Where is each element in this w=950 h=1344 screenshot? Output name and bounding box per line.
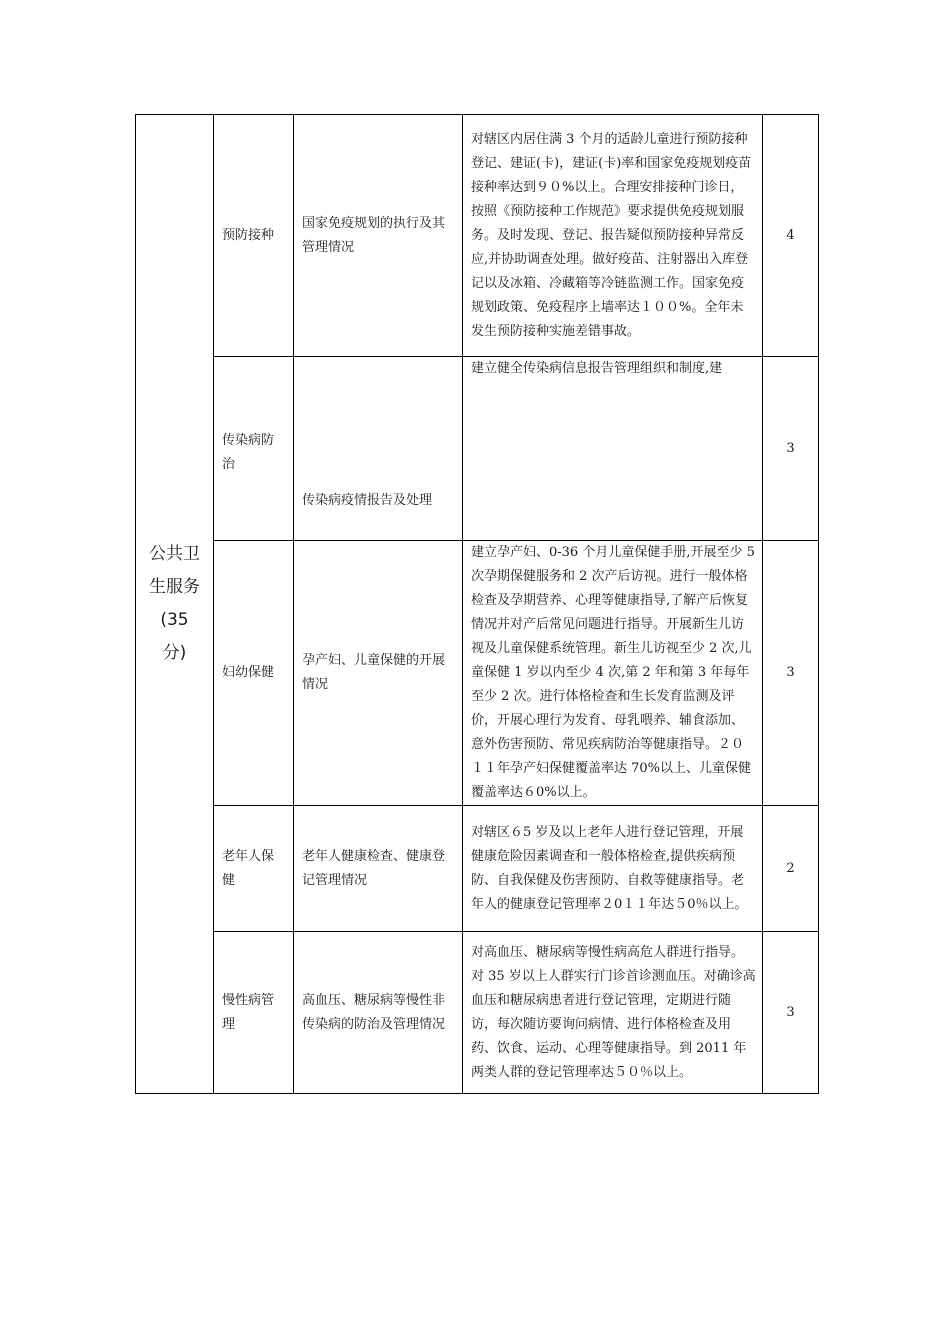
score-cell: 3 xyxy=(763,541,819,806)
item-cell: 传染病防治 xyxy=(214,357,294,541)
item-cell: 预防接种 xyxy=(214,115,294,357)
category-line: 生服务 xyxy=(149,577,200,597)
table-row xyxy=(136,541,819,806)
content-cell: 对高血压、糖尿病等慢性病高危人群进行指导。对 35 岁以上人群实行门诊首诊测血压。对确诊高血压和糖尿病患者进行登记管理，定期进行随访，每次随访要询问病情、进行体格检查及用药、饮食、运动、心理等健康指导。到 2011 年两类人群的登记管理率达５０％以上。 xyxy=(463,932,763,1094)
standard-cell: 孕产妇、儿童保健的开展情况 xyxy=(294,541,463,806)
content-cell: 对辖区６5 岁及以上老年人进行登记管理，开展健康危险因素调查和一般体格检查,提供疾病预防、自我保健及伤害预防、自救等健康指导。老年人的健康登记管理率２0１１年达５0％以上。 xyxy=(463,806,763,932)
item-cell: 妇幼保健 xyxy=(214,541,294,806)
standard-cell: 国家免疫规划的执行及其管理情况 xyxy=(294,115,463,357)
content-cell: 对辖区内居住满 3 个月的适龄儿童进行预防接种登记、建证(卡)，建证(卡)率和国家免疫规划疫苗接种率达到９０%以上。合理安排接种门诊日，按照《预防接种工作规范》要求提供免疫规划服务。及时发现、登记、报告疑似预防接种异常反应,并协助调查处理。做好疫苗、注射器出入库登记以及冰箱、冷藏箱等冷链监测工作。国家免疫规划政策、免疫程序上墙率达１００%。全年未发生预防接种实施差错事故。 xyxy=(463,115,763,357)
category-line: 分) xyxy=(162,643,187,663)
content-cell: 建立健全传染病信息报告管理组织和制度,建 xyxy=(463,357,763,541)
standard-cell: 传染病疫情报告及处理 xyxy=(294,357,463,541)
score-cell: 2 xyxy=(763,806,819,932)
standard-cell: 高血压、糖尿病等慢性非传染病的防治及管理情况 xyxy=(294,932,463,1094)
category-cell xyxy=(136,115,214,1094)
item-cell: 老年人保健 xyxy=(214,806,294,932)
table-row xyxy=(136,806,819,932)
table-row xyxy=(136,932,819,1094)
score-cell: 3 xyxy=(763,932,819,1094)
item-cell: 慢性病管理 xyxy=(214,932,294,1094)
standard-cell: 老年人健康检查、健康登记管理情况 xyxy=(294,806,463,932)
assessment-table xyxy=(135,114,819,1094)
score-cell: 3 xyxy=(763,357,819,541)
table-row xyxy=(136,115,819,357)
category-line: (35 xyxy=(160,610,189,630)
table-row xyxy=(136,357,819,541)
category-line: 公共卫 xyxy=(149,544,200,564)
score-cell: 4 xyxy=(763,115,819,357)
content-cell: 建立孕产妇、0-36 个月儿童保健手册,开展至少 5 次孕期保健服务和 2 次产后访视。进行一般体格检查及孕期营养、心理等健康指导,了解产后恢复情况并对产后常见问题进行指导。开展新生儿访视及儿童保健系统管理。新生儿访视至少 2 次,儿童保健 1 岁以内至少 4 次,第 2 年和第 3 年每年至少 2 次。进行体格检查和生长发育监测及评价，开展心理行为发育、母乳喂养、辅食添加、意外伤害预防、常见疾病防治等健康指导。２０１１年孕产妇保健覆盖率达 70%以上、儿童保健覆盖率达６0%以上。 xyxy=(463,541,763,806)
